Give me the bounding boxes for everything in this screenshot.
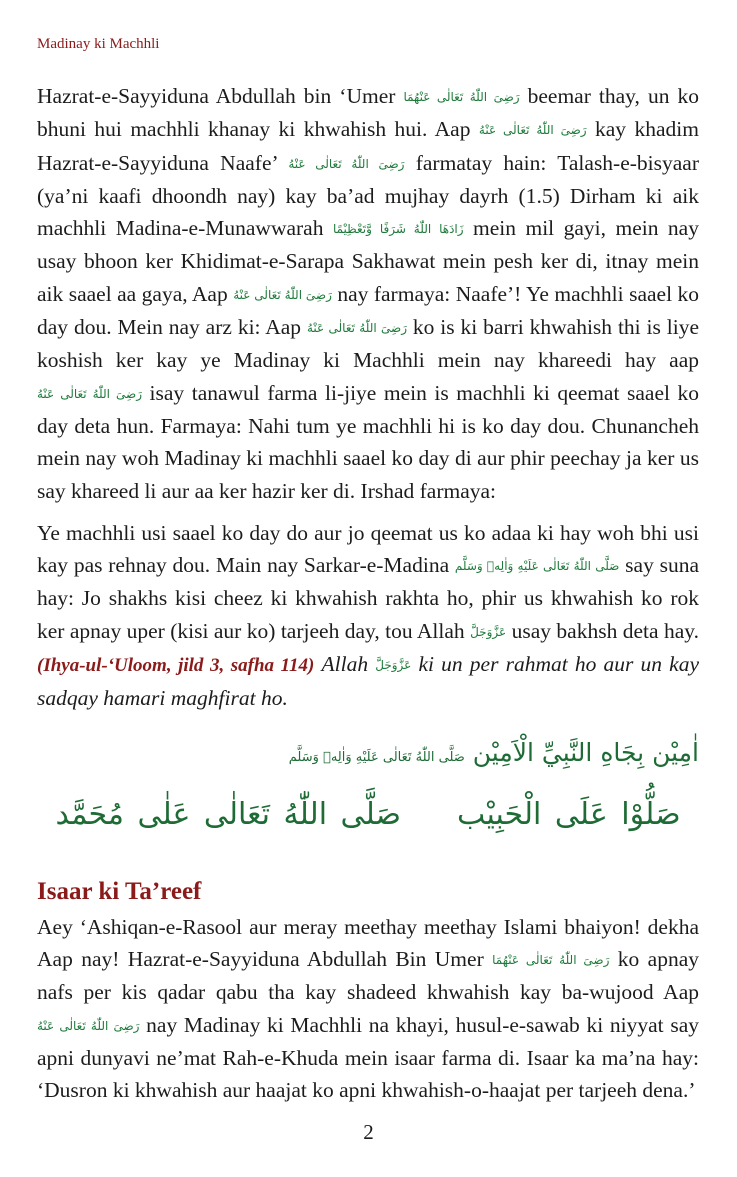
text-segment: ko apnay nafs per kis qadar qabu tha kay shadeed khwahish kay ba-wujood Aap: [37, 946, 699, 1005]
text-segment: say suna hay: Jo shakhs kisi cheez ki khwahish rakhta ho, phir us khwahish ko rok ker apnay uper (kisi aur ko) tarjeeh day, tou Allah: [37, 553, 699, 643]
page-number: 2: [363, 1120, 374, 1144]
dua-salawat: صَلَّى اللّٰهُ تَعَالٰى عَلَيْهِ وَاٰلِهٖ وَسَلَّم: [288, 749, 465, 765]
honorific-anhu: رَضِیَ اللّٰهُ تَعَالٰی عَنْهُ: [478, 123, 587, 138]
text-segment: nay farmaya: Naafe’! Ye machhli saael ko day dou. Mein nay arz ki: Aap: [37, 281, 699, 340]
honorific-salawat: صَلَّى اللّٰهُ تَعَالٰى عَلَيْهِ وَاٰلِهٖ وَسَلَّم: [454, 559, 620, 574]
durood-part-1: صَلُّوْا عَلَى الْحَبِيْب: [456, 796, 681, 832]
text-segment: nay Madinay ki Machhli na khayi, husul-e-sawab ki niyyat say apni dunyavi ne’mat Rah-e-Khuda mein isaar farma di. Isaar ka ma’na hay: ‘Dusron ki khwahish aur haajat ko apni khwahish-o-haajat per tarjeeh dena.’: [37, 1012, 699, 1103]
text-segment: mein mil gayi, mein nay usay bhoon ker Khidimat-e-Sarapa Sakhawat mein pesh ker di, itnay mein aik saael aa gaya, Aap: [37, 216, 699, 306]
durood-line: [37, 783, 699, 847]
running-head: Madinay ki Machhli: [37, 36, 160, 52]
honorific-anhu: رَضِیَ اللّٰهُ تَعَالٰی عَنْهُ: [37, 386, 142, 401]
paragraph-story: [37, 80, 699, 507]
text-segment: Aey ‘Ashiqan-e-Rasool aur meray meethay meethay Islami bhaiyon! dekha Aap nay! Hazrat-e-Sayyiduna Abdullah Bin Umer: [37, 914, 699, 971]
text-segment: ko is ki barri khwahish thi is liye koshish ker kay ye Madinay ki Machhli mein nay khareedi hay aap: [37, 315, 700, 373]
paragraph-isaar: [37, 911, 699, 1107]
text-segment: Hazrat-e-Sayyiduna Abdullah bin ‘Umer: [37, 84, 396, 108]
dua-text: اٰمِيْن بِجَاهِ النَّبِيِّ الْاَمِيْن: [472, 737, 699, 767]
honorific-azza: عَزَّوَجَلَّ: [470, 624, 507, 639]
text-segment: kay khadim Hazrat-e-Sayyiduna Naafe’: [37, 117, 699, 175]
honorific-anhu: رَضِیَ اللّٰهُ تَعَالٰی عَنْهُ: [233, 287, 332, 302]
dua-line: [37, 729, 699, 777]
durood-part-2: صَلَّى اللّٰهُ تَعَالٰى عَلٰى مُحَمَّد: [55, 796, 401, 832]
honorific-anhuma: رَضِیَ اللّٰهُ تَعَالٰی عَنْهُمَا: [403, 90, 520, 104]
honorific-anhu: رَضِیَ اللّٰهُ تَعَالٰی عَنْهُ: [37, 1018, 140, 1033]
honorific-azza: عَزَّوَجَلَّ: [375, 658, 412, 673]
text-segment: isay tanawul farma li-jiye mein is machhli ki qeemat saael ko day deta hun. Farmaya: Nahi tum ye machhli hi is ko day dou. Chunancheh mein nay woh Madinay ki machhli saael ko day di aur phir peechay ja ker us say khareed li aur aa ker hazir ker di. Irshad farmaya:: [37, 380, 700, 503]
page-content: [37, 80, 699, 1106]
paragraph-saying: [37, 517, 699, 715]
text-segment: Ye machhli usi saael ko day do aur jo qeemat us ko adaa ki hay woh bhi usi kay pas rehnay dou. Main nay Sarkar-e-Madina: [37, 520, 699, 578]
honorific-anhu: رَضِیَ اللّٰهُ تَعَالٰی عَنْهُ: [306, 321, 407, 336]
text-segment: farmatay hain: Talash-e-bisyaar (ya’ni kaafi dhoondh nay) kay ba’ad mujhay dayrh (1.5) Dirham ki aik machhli Madina-e-Munawwarah: [37, 150, 700, 241]
honorific-madinah: زَادَهَا اللّٰهُ شَرَفًا وَّتَعْظِيْمًا: [332, 222, 464, 237]
honorific-anhu: رَضِیَ اللّٰهُ تَعَالٰی عَنْهُ: [288, 156, 405, 171]
text-segment: beemar thay, un ko bhuni hui machhli khanay ki khwahish hui. Aap: [37, 84, 699, 142]
text-segment: usay bakhsh deta hay.: [511, 618, 699, 643]
text-segment: Allah: [321, 652, 369, 677]
reference-citation: (Ihya-ul-‘Uloom, jild 3, safha 114): [37, 655, 315, 677]
honorific-anhuma: رَضِیَ اللّٰهُ تَعَالٰی عَنْهُمَا: [492, 952, 610, 967]
text-segment: ki un per rahmat ho aur un kay sadqay hamari maghfirat ho.: [37, 652, 700, 711]
section-heading: Isaar ki Ta’reef: [37, 877, 202, 905]
